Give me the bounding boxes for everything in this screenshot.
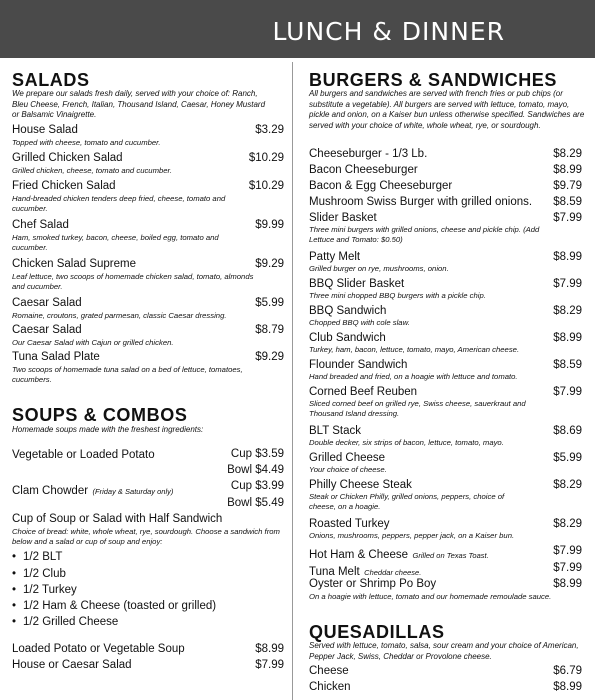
menu-item-desc: Two scoops of homemade tuna salad on a bed of lettuce, tomatoes, cucumbers.: [12, 365, 243, 384]
menu-item-name: Bacon & Egg Cheeseburger: [309, 180, 453, 192]
menu-item-name: House or Caesar Salad: [12, 659, 132, 671]
menu-item-name: Mushroom Swiss Burger with grilled onions.: [309, 196, 533, 208]
menu-item-desc: Chopped BBQ with cole slaw.: [309, 318, 410, 327]
menu-item-name: BBQ Sandwich: [309, 305, 387, 317]
menu-item-desc: Your choice of cheese.: [309, 465, 387, 474]
menu-item-name: Grilled Cheese: [309, 452, 386, 464]
menu-item-desc: Topped with cheese, tomato and cucumber.: [12, 138, 161, 147]
menu-item-price: $9.29: [255, 258, 284, 270]
menu-item-price: $10.29: [248, 180, 284, 192]
menu-item-price: $7.99: [553, 386, 582, 398]
menu-item-name: Roasted Turkey: [309, 518, 390, 530]
menu-item-desc: Onions, mushrooms, peppers, pepper jack, on a Kaiser bun.: [309, 531, 515, 540]
menu-item-price: $8.99: [553, 578, 582, 590]
cup-price: Cup $3.99: [230, 480, 284, 492]
bowl-price: Bowl $5.49: [227, 497, 284, 509]
menu-item-price: $9.29: [255, 351, 284, 363]
menu-item-price: $7.99: [553, 562, 582, 574]
menu-item-name: Cheeseburger - 1/3 Lb.: [309, 148, 428, 160]
menu-item-name: Fried Chicken Salad: [12, 180, 116, 192]
menu-item-desc: Grilled burger on rye, mushrooms, onion.: [309, 264, 449, 273]
combo-option: • 1/2 Ham & Cheese (toasted or grilled): [12, 600, 216, 612]
menu-item-desc: Sliced corned beef on grilled rye, Swiss cheese, sauerkraut and Thousand Island dressing.: [309, 399, 526, 418]
menu-item-name: Bacon Cheeseburger: [309, 164, 418, 176]
menu-item-price: $7.99: [553, 545, 582, 557]
menu-item-name: Chicken Salad Supreme: [12, 258, 137, 270]
menu-item-price: $6.79: [553, 665, 582, 677]
menu-item-name: Vegetable or Loaded Potato: [12, 449, 155, 461]
menu-item-price: $7.99: [553, 212, 582, 224]
menu-item-note: (Friday & Saturday only): [92, 487, 174, 496]
menu-item-name: Cheese: [309, 665, 349, 677]
menu-item-price: $8.99: [553, 332, 582, 344]
combo-option: • 1/2 Turkey: [12, 584, 77, 596]
menu-item-name: Philly Cheese Steak: [309, 479, 412, 491]
menu-item-price: $8.69: [553, 425, 582, 437]
burgers-intro: All burgers and sandwiches are served with french fries or pub chips (or substitute a vegetable). All burgers are served with lettuce, tomato, mayo, pickle and onion, on a Kaiser bun unless otherwise specified. Sandwiches are served with your choice of white, whole wheat, rye, or sourdough.: [309, 89, 585, 130]
menu-item-name: Caesar Salad: [12, 324, 82, 336]
menu-item-price: $3.29: [255, 124, 284, 136]
menu-item-price: $8.29: [553, 305, 582, 317]
combo-option: • 1/2 Grilled Cheese: [12, 616, 118, 628]
menu-item-name: BBQ Slider Basket: [309, 278, 405, 290]
quesadillas-intro: Served with lettuce, tomato, salsa, sour cream and your choice of American, Pepper Jack, Swiss, Cheddar or Provolone cheese.: [309, 641, 579, 661]
menu-item-name: Patty Melt: [309, 251, 361, 263]
menu-item-name: Chicken: [309, 681, 351, 693]
menu-item-name: House Salad: [12, 124, 78, 136]
soups-heading: SOUPS & COMBOS: [12, 405, 188, 425]
menu-item-name: Loaded Potato or Vegetable Soup: [12, 643, 185, 655]
menu-item-price: $5.99: [255, 297, 284, 309]
menu-item-price: $9.79: [553, 180, 582, 192]
menu-item-desc: Hand-breaded chicken tenders deep fried, cheese, tomato and cucumber.: [12, 194, 226, 213]
menu-item-desc: Hand breaded and fried, on a hoagie with lettuce and tomato.: [309, 372, 518, 381]
menu-item-price: $5.99: [553, 452, 582, 464]
menu-item-note: Grilled on Texas Toast.: [412, 551, 489, 560]
menu-item-price: $7.99: [255, 659, 284, 671]
menu-item-name: Oyster or Shrimp Po Boy: [309, 578, 437, 590]
menu-item-price: $8.99: [553, 681, 582, 693]
menu-item-price: $8.79: [255, 324, 284, 336]
menu-item-desc: On a hoagie with lettuce, tomato and our homemade remoulade sauce.: [309, 592, 552, 601]
menu-item-name: Slider Basket: [309, 212, 377, 224]
menu-item-price: $10.29: [248, 152, 284, 164]
menu-item-desc: Leaf lettuce, two scoops of homemade chicken salad, tomato, almonds and cucumber.: [12, 272, 254, 291]
menu-item-name: Caesar Salad: [12, 297, 82, 309]
combo-name: Cup of Soup or Salad with Half Sandwich: [12, 513, 223, 525]
burgers-heading: BURGERS & SANDWICHES: [309, 70, 558, 90]
bowl-price: Bowl $4.49: [227, 464, 284, 476]
combo-option: • 1/2 BLT: [12, 551, 62, 563]
menu-item-price: $8.99: [255, 643, 284, 655]
column-divider: [292, 62, 293, 700]
cup-price: Cup $3.59: [230, 448, 284, 460]
menu-item-desc: Romaine, croutons, grated parmesan, classic Caesar dressing.: [12, 311, 227, 320]
menu-item-price: $8.29: [553, 479, 582, 491]
menu-item-name: Chef Salad: [12, 219, 69, 231]
banner: [0, 0, 595, 58]
menu-item-name: Clam Chowder: [12, 485, 89, 497]
combo-desc: Choice of bread: white, whole wheat, rye, sourdough. Choose a sandwich from below and a salad or cup of soup and enjoy:: [12, 527, 280, 546]
menu-item-name: Club Sandwich: [309, 332, 386, 344]
menu-item-note: Cheddar cheese.: [364, 568, 422, 577]
menu-item-price: $9.99: [255, 219, 284, 231]
menu-item-name: Corned Beef Reuben: [309, 386, 418, 398]
salads-heading: SALADS: [12, 70, 90, 90]
menu-item-desc: Ham, smoked turkey, bacon, cheese, boiled egg, tomato and cucumber.: [12, 233, 219, 252]
menu-item-desc: Three mini chopped BBQ burgers with a pickle chip.: [309, 291, 486, 300]
menu-item-name-row: [309, 545, 489, 563]
menu-item-price: $8.99: [553, 251, 582, 263]
menu-item-name-row: [12, 481, 173, 499]
combo-option: • 1/2 Club: [12, 568, 66, 580]
menu-item-price: $8.59: [553, 196, 582, 208]
menu-item-price: $8.99: [553, 164, 582, 176]
menu-item-price: $8.29: [553, 518, 582, 530]
menu-item-desc: Turkey, ham, bacon, lettuce, tomato, mayo, American cheese.: [309, 345, 520, 354]
menu-item-desc: Our Caesar Salad with Cajun or grilled chicken.: [12, 338, 174, 347]
page-title: LUNCH & DINNER: [272, 17, 505, 46]
salads-intro: We prepare our salads fresh daily, served with your choice of: Ranch, Bleu Cheese, French, Italian, Thousand Island, Caesar, Honey Mustard or Balsamic Vinaigrette.: [12, 89, 266, 119]
quesadillas-heading: QUESADILLAS: [309, 622, 445, 642]
menu-item-desc: Grilled chicken, cheese, tomato and cucumber.: [12, 166, 172, 175]
menu-item-desc: Three mini burgers with grilled onions, cheese and pickle chip. (Add Lettuce and Tomato: $0.50): [309, 225, 540, 244]
menu-item-price: $8.59: [553, 359, 582, 371]
menu-item-desc: Double decker, six strips of bacon, lettuce, tomato, mayo.: [309, 438, 504, 447]
menu-item-name: Flounder Sandwich: [309, 359, 408, 371]
menu-item-price: $7.99: [553, 278, 582, 290]
menu-item-desc: Steak or Chicken Philly, grilled onions, peppers, choice of cheese, on a hoagie.: [309, 492, 505, 511]
menu-item-name: BLT Stack: [309, 425, 361, 437]
menu-item-name: Hot Ham & Cheese: [309, 549, 409, 561]
menu-item-name: Tuna Salad Plate: [12, 351, 100, 363]
menu-item-price: $8.29: [553, 148, 582, 160]
menu-item-name: Grilled Chicken Salad: [12, 152, 123, 164]
menu-item-name: Tuna Melt: [309, 566, 360, 578]
soups-intro: Homemade soups made with the freshest ingredients:: [12, 425, 204, 434]
